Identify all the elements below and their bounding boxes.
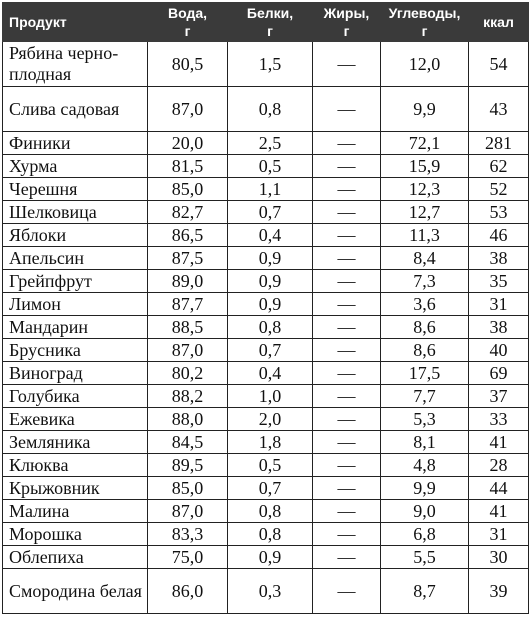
cell-protein: 0,4	[228, 224, 313, 247]
cell-product: Голубика	[3, 385, 148, 408]
cell-protein: 0,7	[228, 201, 313, 224]
cell-carbs: 8,4	[381, 247, 469, 270]
header-water-unit: г	[184, 23, 191, 39]
cell-kcal: 62	[469, 155, 529, 178]
table-row	[3, 546, 529, 569]
cell-fat: —	[313, 477, 381, 500]
cell-product: Ежевика	[3, 408, 148, 431]
cell-carbs: 3,6	[381, 293, 469, 316]
cell-kcal: 46	[469, 224, 529, 247]
cell-kcal: 31	[469, 523, 529, 546]
header-kcal	[469, 3, 529, 42]
table-row	[3, 293, 529, 316]
cell-carbs: 5,3	[381, 408, 469, 431]
cell-fat: —	[313, 362, 381, 385]
cell-water: 84,5	[148, 431, 228, 454]
header-water-label: Вода,	[167, 5, 208, 21]
cell-carbs: 12,0	[381, 42, 469, 87]
cell-product: Слива садовая	[3, 87, 148, 132]
header-fat-unit: г	[343, 23, 350, 39]
cell-carbs: 8,6	[381, 316, 469, 339]
cell-carbs: 8,7	[381, 569, 469, 614]
cell-fat: —	[313, 178, 381, 201]
table-row	[3, 270, 529, 293]
cell-protein: 0,8	[228, 316, 313, 339]
cell-protein: 2,5	[228, 132, 313, 155]
header-carbs	[381, 3, 469, 42]
cell-product: Шелковица	[3, 201, 148, 224]
header-fat-label: Жиры,	[323, 5, 370, 21]
cell-product: Земляника	[3, 431, 148, 454]
header-product	[3, 3, 148, 42]
cell-fat: —	[313, 270, 381, 293]
cell-protein: 0,5	[228, 454, 313, 477]
cell-water: 89,0	[148, 270, 228, 293]
cell-protein: 0,9	[228, 247, 313, 270]
cell-product: Грейпфрут	[3, 270, 148, 293]
cell-water: 87,7	[148, 293, 228, 316]
cell-kcal: 69	[469, 362, 529, 385]
cell-kcal: 53	[469, 201, 529, 224]
header-water	[148, 3, 228, 42]
cell-carbs: 5,5	[381, 546, 469, 569]
table-row	[3, 408, 529, 431]
cell-product: Мандарин	[3, 316, 148, 339]
cell-fat: —	[313, 132, 381, 155]
cell-fat: —	[313, 339, 381, 362]
cell-product: Брусника	[3, 339, 148, 362]
cell-product: Черешня	[3, 178, 148, 201]
cell-water: 80,2	[148, 362, 228, 385]
table-row	[3, 477, 529, 500]
cell-kcal: 41	[469, 431, 529, 454]
cell-kcal: 39	[469, 569, 529, 614]
cell-fat: —	[313, 224, 381, 247]
cell-fat: —	[313, 454, 381, 477]
cell-protein: 0,3	[228, 569, 313, 614]
cell-protein: 0,7	[228, 477, 313, 500]
cell-water: 87,0	[148, 500, 228, 523]
table-row	[3, 523, 529, 546]
cell-water: 87,5	[148, 247, 228, 270]
cell-kcal: 30	[469, 546, 529, 569]
cell-fat: —	[313, 201, 381, 224]
cell-product: Финики	[3, 132, 148, 155]
cell-carbs: 7,7	[381, 385, 469, 408]
cell-water: 86,5	[148, 224, 228, 247]
cell-fat: —	[313, 87, 381, 132]
cell-water: 80,5	[148, 42, 228, 87]
cell-carbs: 9,9	[381, 477, 469, 500]
cell-protein: 2,0	[228, 408, 313, 431]
cell-water: 87,0	[148, 87, 228, 132]
cell-fat: —	[313, 523, 381, 546]
table-header	[3, 3, 529, 42]
cell-protein: 0,9	[228, 270, 313, 293]
table-row	[3, 454, 529, 477]
cell-kcal: 35	[469, 270, 529, 293]
cell-protein: 1,8	[228, 431, 313, 454]
table-row	[3, 339, 529, 362]
cell-carbs: 12,7	[381, 201, 469, 224]
cell-carbs: 9,9	[381, 87, 469, 132]
cell-water: 86,0	[148, 569, 228, 614]
table-row	[3, 201, 529, 224]
cell-carbs: 7,3	[381, 270, 469, 293]
table-row	[3, 87, 529, 132]
table-row	[3, 132, 529, 155]
cell-water: 88,0	[148, 408, 228, 431]
cell-carbs: 12,3	[381, 178, 469, 201]
cell-fat: —	[313, 431, 381, 454]
cell-water: 89,5	[148, 454, 228, 477]
cell-water: 88,5	[148, 316, 228, 339]
cell-water: 85,0	[148, 178, 228, 201]
cell-carbs: 15,9	[381, 155, 469, 178]
cell-product: Клюква	[3, 454, 148, 477]
cell-protein: 0,8	[228, 500, 313, 523]
cell-fat: —	[313, 569, 381, 614]
table-row	[3, 316, 529, 339]
cell-protein: 0,4	[228, 362, 313, 385]
cell-protein: 0,7	[228, 339, 313, 362]
cell-water: 81,5	[148, 155, 228, 178]
cell-carbs: 11,3	[381, 224, 469, 247]
cell-product: Рябина черно-плодная	[3, 42, 148, 87]
cell-kcal: 43	[469, 87, 529, 132]
cell-kcal: 31	[469, 293, 529, 316]
cell-fat: —	[313, 408, 381, 431]
cell-fat: —	[313, 316, 381, 339]
cell-water: 82,7	[148, 201, 228, 224]
cell-carbs: 8,1	[381, 431, 469, 454]
table-row	[3, 385, 529, 408]
table-row	[3, 247, 529, 270]
cell-water: 75,0	[148, 546, 228, 569]
cell-product: Облепиха	[3, 546, 148, 569]
cell-fat: —	[313, 42, 381, 87]
cell-fat: —	[313, 500, 381, 523]
table-row	[3, 178, 529, 201]
cell-kcal: 281	[469, 132, 529, 155]
cell-product: Апельсин	[3, 247, 148, 270]
cell-protein: 1,0	[228, 385, 313, 408]
header-row	[3, 3, 529, 42]
header-protein-unit: г	[267, 23, 273, 39]
cell-product: Крыжовник	[3, 477, 148, 500]
cell-product: Малина	[3, 500, 148, 523]
table-body	[3, 42, 529, 614]
header-product-label: Продукт	[9, 14, 67, 30]
cell-kcal: 38	[469, 316, 529, 339]
header-protein	[228, 3, 313, 42]
cell-kcal: 52	[469, 178, 529, 201]
table-row	[3, 42, 529, 87]
cell-water: 87,0	[148, 339, 228, 362]
table-row	[3, 362, 529, 385]
cell-water: 85,0	[148, 477, 228, 500]
cell-kcal: 40	[469, 339, 529, 362]
cell-product: Морошка	[3, 523, 148, 546]
cell-kcal: 54	[469, 42, 529, 87]
cell-carbs: 4,8	[381, 454, 469, 477]
table-row	[3, 431, 529, 454]
nutrition-table	[2, 2, 529, 614]
cell-product: Яблоки	[3, 224, 148, 247]
cell-kcal: 41	[469, 500, 529, 523]
cell-protein: 1,5	[228, 42, 313, 87]
cell-product: Виноград	[3, 362, 148, 385]
cell-protein: 0,9	[228, 293, 313, 316]
cell-protein: 0,9	[228, 546, 313, 569]
cell-protein: 0,8	[228, 523, 313, 546]
cell-carbs: 8,6	[381, 339, 469, 362]
cell-fat: —	[313, 546, 381, 569]
cell-water: 20,0	[148, 132, 228, 155]
table-row	[3, 500, 529, 523]
cell-kcal: 28	[469, 454, 529, 477]
cell-protein: 0,5	[228, 155, 313, 178]
table-row	[3, 155, 529, 178]
cell-water: 88,2	[148, 385, 228, 408]
cell-fat: —	[313, 155, 381, 178]
cell-protein: 0,8	[228, 87, 313, 132]
header-kcal-label: ккал	[483, 14, 514, 30]
cell-carbs: 72,1	[381, 132, 469, 155]
cell-kcal: 38	[469, 247, 529, 270]
cell-protein: 1,1	[228, 178, 313, 201]
cell-kcal: 37	[469, 385, 529, 408]
cell-fat: —	[313, 385, 381, 408]
cell-carbs: 6,8	[381, 523, 469, 546]
cell-kcal: 44	[469, 477, 529, 500]
cell-carbs: 9,0	[381, 500, 469, 523]
cell-product: Лимон	[3, 293, 148, 316]
header-fat	[313, 3, 381, 42]
header-carbs-label: Углеводы,	[388, 5, 461, 21]
table-row	[3, 569, 529, 614]
table-row	[3, 224, 529, 247]
cell-fat: —	[313, 293, 381, 316]
cell-fat: —	[313, 247, 381, 270]
cell-carbs: 17,5	[381, 362, 469, 385]
cell-product: Смородина белая	[3, 569, 148, 614]
cell-product: Хурма	[3, 155, 148, 178]
header-carbs-unit: г	[421, 23, 428, 39]
cell-kcal: 33	[469, 408, 529, 431]
cell-water: 83,3	[148, 523, 228, 546]
header-protein-label: Белки,	[246, 5, 294, 21]
